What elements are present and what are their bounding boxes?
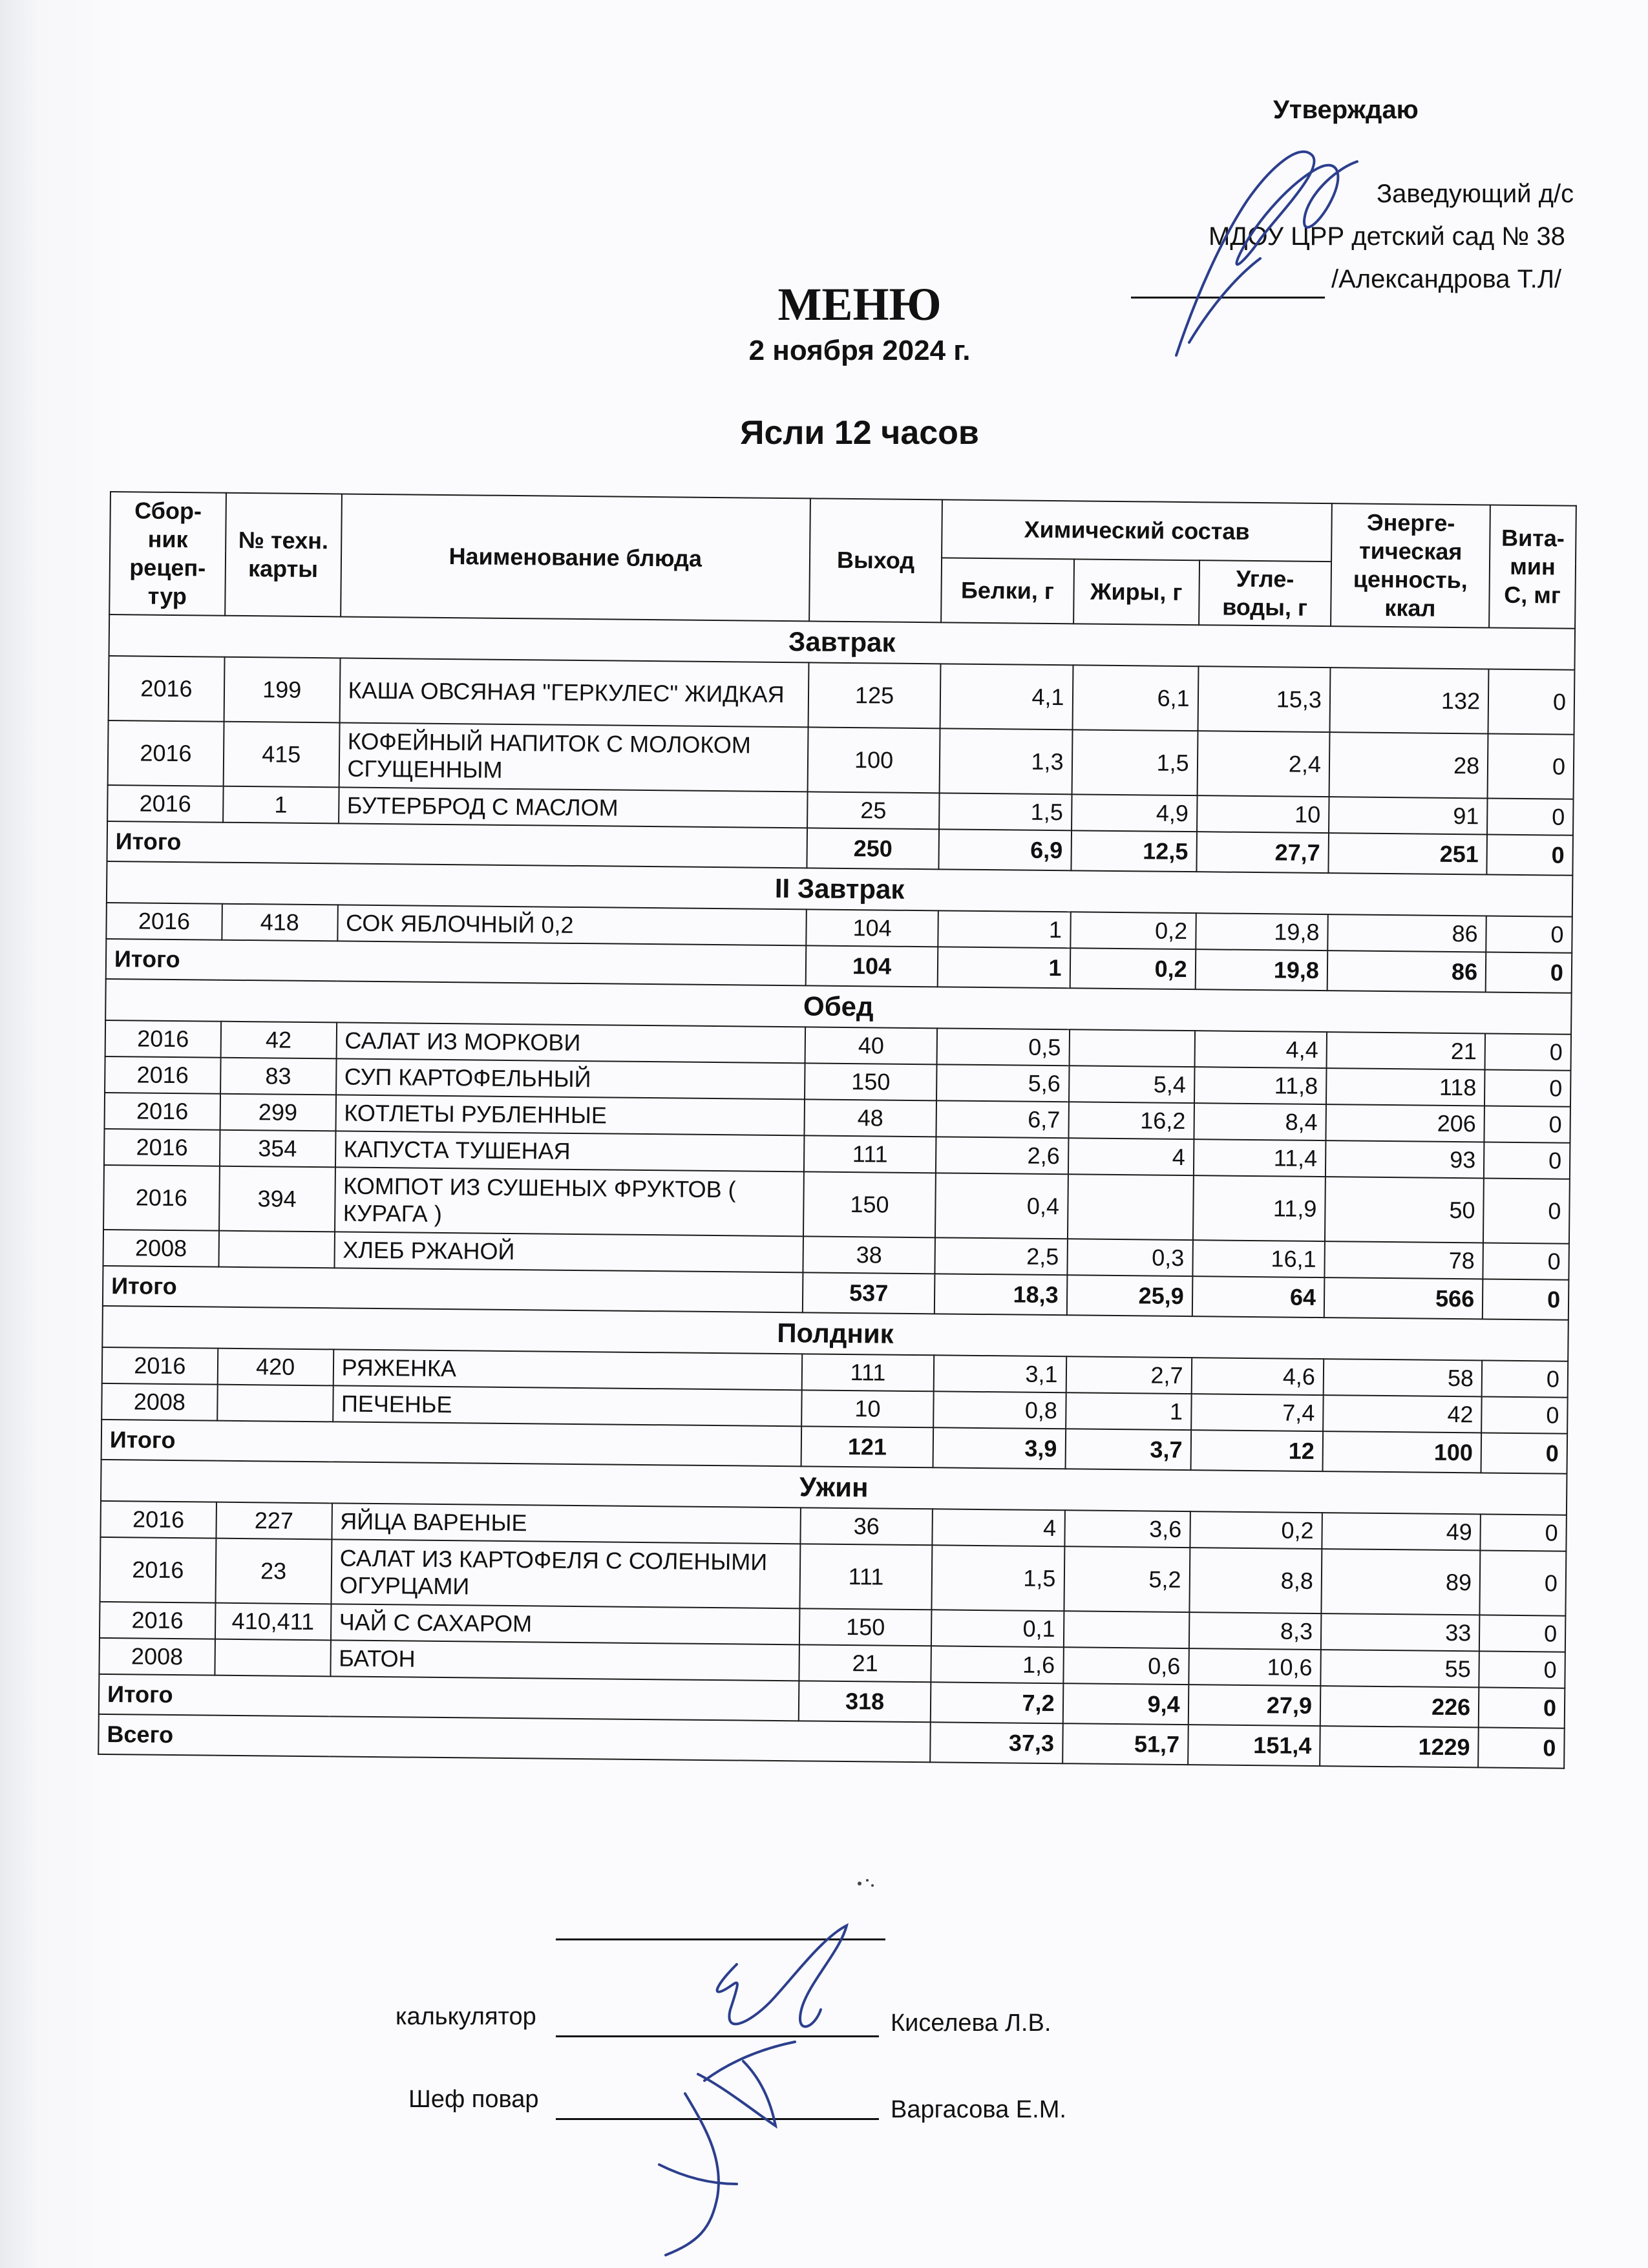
col-dish: Наименование блюда: [341, 494, 810, 621]
menu-date: 2 ноября 2024 г.: [748, 335, 971, 366]
total-carbs: 64: [1192, 1276, 1324, 1318]
scan-speckles: [853, 1874, 892, 1893]
total-fat: 0,2: [1070, 948, 1196, 989]
approval-name: /Александрова Т.Л/: [1331, 265, 1562, 293]
cell-vitamin: 0: [1479, 1651, 1565, 1688]
total-vitamin: 0: [1487, 834, 1573, 875]
section-title: Обед: [105, 979, 1572, 1034]
cell-carbs: 16,1: [1192, 1240, 1325, 1277]
total-yield: 318: [799, 1681, 931, 1722]
cell-yield: 150: [803, 1171, 936, 1237]
cell-yield: 10: [801, 1390, 934, 1427]
cell-collection: 2016: [108, 720, 224, 786]
col-carbs: Угле-воды, г: [1199, 560, 1331, 626]
cell-dish: САЛАТ ИЗ КАРТОФЕЛЯ С СОЛЕНЫМИ ОГУРЦАМИ: [331, 1539, 800, 1608]
cell-carbs: 7,4: [1191, 1394, 1324, 1431]
total-label: Итого: [107, 821, 807, 868]
cell-card: 354: [220, 1130, 335, 1168]
cell-protein: 0,4: [935, 1173, 1068, 1239]
total-carbs: 27,9: [1188, 1685, 1320, 1726]
calc-label: калькулятор: [396, 2003, 536, 2030]
cell-protein: 6,7: [936, 1100, 1069, 1138]
cell-collection: 2016: [100, 1501, 216, 1538]
total-protein: 7,2: [931, 1682, 1063, 1723]
cell-protein: 3,1: [934, 1355, 1066, 1392]
cell-yield: 111: [799, 1544, 932, 1610]
grand-total-label: Всего: [98, 1714, 931, 1762]
cell-vitamin: 0: [1481, 1396, 1567, 1433]
cell-energy: 89: [1321, 1549, 1480, 1615]
cell-card: 418: [222, 904, 337, 941]
cell-collection: 2016: [106, 903, 222, 940]
cell-energy: 58: [1324, 1359, 1483, 1396]
cell-card: 199: [224, 657, 340, 723]
cell-energy: 91: [1329, 797, 1488, 834]
cell-protein: 4: [933, 1509, 1065, 1546]
grand-total-energy: 1229: [1320, 1726, 1479, 1767]
cell-protein: 2,5: [935, 1237, 1068, 1275]
cell-protein: 0,1: [931, 1610, 1064, 1647]
section-title: Завтрак: [109, 614, 1576, 670]
cell-carbs: 10,6: [1188, 1648, 1321, 1686]
cell-dish: ЧАЙ С САХАРОМ: [331, 1604, 800, 1644]
cell-dish: БУТЕРБРОД С МАСЛОМ: [339, 787, 808, 828]
cell-yield: 150: [799, 1608, 932, 1646]
total-yield: 537: [803, 1272, 935, 1314]
cell-collection: 2016: [105, 1056, 220, 1094]
cell-energy: 132: [1329, 667, 1488, 733]
cell-collection: 2016: [103, 1165, 220, 1231]
cell-carbs: 11,4: [1194, 1139, 1326, 1177]
section-title: Полдник: [102, 1306, 1569, 1361]
grand-total-fat: 51,7: [1062, 1723, 1188, 1765]
cell-carbs: 11,8: [1194, 1067, 1327, 1104]
total-carbs: 12: [1190, 1430, 1323, 1471]
cell-fat: 5,2: [1064, 1546, 1190, 1612]
cell-card: 410,411: [215, 1603, 331, 1641]
total-label: Итого: [106, 939, 806, 985]
cell-carbs: 4,4: [1194, 1031, 1327, 1068]
chef-name: Варгасова Е.М.: [891, 2096, 1066, 2123]
cell-carbs: 19,8: [1196, 913, 1328, 950]
cell-card: 1: [223, 786, 339, 824]
cell-collection: 2008: [99, 1638, 215, 1675]
total-label: Итого: [99, 1674, 799, 1721]
cell-energy: 86: [1327, 914, 1486, 952]
cell-carbs: 11,9: [1193, 1175, 1326, 1241]
cell-yield: 38: [803, 1236, 935, 1274]
col-card: № техн. карты: [225, 493, 342, 617]
cell-fat: [1069, 1029, 1195, 1067]
cell-card: [215, 1639, 330, 1677]
cell-fat: 16,2: [1068, 1102, 1194, 1139]
cell-carbs: 15,3: [1198, 666, 1330, 732]
col-collection: Сбор-ник рецеп-тур: [109, 492, 226, 616]
cell-dish: САЛАТ ИЗ МОРКОВИ: [336, 1022, 805, 1063]
cell-protein: 1,5: [939, 793, 1072, 830]
total-carbs: 27,7: [1196, 832, 1329, 873]
cell-yield: 48: [804, 1099, 936, 1137]
cell-dish: КАПУСТА ТУШЕНАЯ: [335, 1131, 805, 1171]
total-yield: 121: [801, 1426, 933, 1467]
cell-yield: 125: [808, 662, 940, 728]
cell-vitamin: 0: [1480, 1514, 1566, 1551]
cell-protein: 1,3: [940, 728, 1072, 794]
total-vitamin: 0: [1483, 1279, 1569, 1319]
cell-protein: 4,1: [940, 664, 1073, 730]
cell-card: 299: [220, 1094, 335, 1131]
cell-vitamin: 0: [1483, 1178, 1570, 1243]
col-fat: Жиры, г: [1073, 559, 1199, 625]
cell-yield: 111: [802, 1354, 935, 1391]
cell-carbs: 10: [1197, 795, 1329, 833]
total-vitamin: 0: [1479, 1687, 1565, 1728]
cell-collection: 2016: [102, 1347, 218, 1385]
section-title: II Завтрак: [107, 861, 1573, 917]
cell-fat: 3,6: [1064, 1510, 1190, 1548]
cell-card: 42: [220, 1022, 336, 1059]
cell-vitamin: 0: [1487, 798, 1573, 835]
cell-card: [218, 1231, 334, 1268]
cell-carbs: 8,8: [1189, 1548, 1322, 1613]
cell-carbs: 2,4: [1197, 731, 1329, 797]
cell-energy: 33: [1321, 1613, 1480, 1651]
total-fat: 25,9: [1066, 1275, 1192, 1316]
cell-collection: 2008: [101, 1383, 217, 1421]
cell-card: 227: [216, 1502, 332, 1540]
cell-yield: 21: [799, 1644, 931, 1682]
cell-vitamin: 0: [1482, 1360, 1568, 1397]
chef-label: Шеф повар: [408, 2086, 539, 2113]
cell-fat: 0,3: [1067, 1239, 1193, 1276]
cell-dish: СУП КАРТОФЕЛЬНЫЙ: [336, 1058, 805, 1099]
cell-fat: 4: [1068, 1138, 1194, 1175]
total-protein: 6,9: [939, 829, 1072, 870]
total-yield: 250: [807, 828, 939, 869]
section-title: Ужин: [101, 1460, 1567, 1515]
total-carbs: 19,8: [1195, 949, 1327, 991]
cell-vitamin: 0: [1488, 669, 1575, 734]
cell-collection: 2016: [100, 1602, 215, 1639]
total-label: Итого: [101, 1420, 801, 1466]
cell-collection: 2016: [105, 1093, 220, 1130]
cell-protein: 0,8: [933, 1391, 1066, 1429]
cell-fat: 1: [1066, 1392, 1192, 1430]
cell-vitamin: 0: [1480, 1550, 1567, 1615]
cell-carbs: 4,6: [1191, 1358, 1324, 1395]
cell-dish: КОФЕЙНЫЙ НАПИТОК С МОЛОКОМ СГУЩЕННЫМ: [339, 722, 808, 792]
total-energy: 100: [1322, 1431, 1481, 1473]
cell-fat: [1063, 1611, 1189, 1648]
approval-title: Утверждаю: [1273, 96, 1419, 124]
cell-dish: ПЕЧЕНЬЕ: [333, 1385, 802, 1426]
total-label: Итого: [103, 1266, 803, 1312]
approval-organization: МДОУ ЦРР детский сад № 38: [1209, 222, 1565, 251]
col-energy: Энерге-тическая ценность, ккал: [1331, 503, 1490, 627]
cell-energy: 93: [1326, 1140, 1484, 1178]
cell-vitamin: 0: [1484, 1069, 1570, 1106]
cell-yield: 100: [807, 727, 940, 793]
col-protein: Белки, г: [941, 558, 1073, 624]
cell-card: [217, 1385, 333, 1422]
cell-yield: 150: [805, 1063, 937, 1100]
cell-collection: 2016: [109, 656, 225, 722]
cell-yield: 36: [800, 1507, 933, 1545]
cell-fat: 6,1: [1072, 665, 1198, 731]
cell-energy: 118: [1326, 1068, 1485, 1106]
cell-dish: ХЛЕБ РЖАНОЙ: [334, 1232, 803, 1272]
cell-collection: 2016: [104, 1129, 220, 1166]
cell-collection: 2016: [105, 1020, 221, 1058]
cell-protein: 1: [938, 910, 1071, 948]
total-fat: 12,5: [1071, 830, 1197, 872]
cell-energy: 78: [1324, 1241, 1483, 1279]
total-energy: 226: [1320, 1686, 1479, 1727]
cell-energy: 50: [1325, 1177, 1484, 1243]
cell-fat: 2,7: [1066, 1356, 1192, 1394]
cell-card: 23: [215, 1538, 332, 1604]
cell-fat: [1067, 1174, 1193, 1240]
cell-protein: 5,6: [936, 1064, 1069, 1102]
calc-name: Киселева Л.В.: [891, 2010, 1051, 2037]
page-title: МЕНЮ: [777, 278, 942, 330]
col-chem: Химический состав: [942, 499, 1332, 562]
cell-card: 415: [223, 722, 339, 788]
total-fat: 9,4: [1062, 1683, 1188, 1725]
cell-dish: КОТЛЕТЫ РУБЛЕННЫЕ: [335, 1095, 805, 1135]
total-vitamin: 0: [1481, 1433, 1567, 1473]
grand-total-protein: 37,3: [930, 1722, 1062, 1763]
group-name: Ясли 12 часов: [740, 414, 979, 452]
cell-carbs: 8,3: [1189, 1612, 1322, 1650]
cell-protein: 2,6: [936, 1137, 1068, 1174]
menu-body: [98, 614, 1575, 1769]
total-energy: 86: [1327, 950, 1486, 992]
cell-vitamin: 0: [1488, 733, 1574, 799]
cell-energy: 21: [1326, 1032, 1485, 1069]
cell-protein: 0,5: [937, 1028, 1070, 1066]
cell-protein: 1,6: [931, 1646, 1064, 1683]
cell-collection: 2016: [107, 785, 223, 823]
cell-yield: 25: [807, 792, 940, 829]
cell-fat: 5,4: [1069, 1066, 1195, 1103]
col-yield: Выход: [809, 498, 942, 622]
total-protein: 1: [938, 947, 1070, 988]
cell-energy: 55: [1320, 1650, 1479, 1687]
cell-carbs: 8,4: [1194, 1103, 1326, 1140]
cell-card: 83: [220, 1058, 336, 1095]
cell-collection: 2008: [103, 1230, 218, 1267]
chef-signature: [646, 2087, 801, 2262]
cell-dish: СОК ЯБЛОЧНЫЙ 0,2: [337, 905, 807, 945]
cell-energy: 28: [1329, 732, 1488, 798]
cell-yield: 111: [804, 1135, 936, 1173]
grand-total-carbs: 151,4: [1188, 1725, 1320, 1766]
cell-yield: 104: [806, 909, 938, 947]
cell-dish: КАША ОВСЯНАЯ "ГЕРКУЛЕС" ЖИДКАЯ: [339, 658, 808, 727]
total-protein: 18,3: [935, 1274, 1067, 1315]
cell-collection: 2016: [100, 1537, 216, 1603]
cell-vitamin: 0: [1484, 1142, 1570, 1179]
cell-yield: 40: [805, 1027, 937, 1064]
total-vitamin: 0: [1486, 952, 1572, 992]
approval-position: Заведующий д/с: [1377, 180, 1574, 208]
cell-energy: 49: [1322, 1513, 1481, 1550]
total-energy: 566: [1324, 1277, 1483, 1319]
cell-card: 394: [219, 1166, 335, 1232]
cell-energy: 206: [1326, 1104, 1484, 1142]
cell-vitamin: 0: [1483, 1243, 1569, 1279]
cell-dish: РЯЖЕНКА: [333, 1349, 802, 1390]
cell-fat: 0,2: [1070, 912, 1196, 949]
cell-dish: ЯЙЦА ВАРЕНЫЕ: [332, 1503, 801, 1544]
cell-protein: 1,5: [932, 1545, 1064, 1611]
cell-fat: 1,5: [1072, 730, 1198, 795]
cell-card: 420: [218, 1349, 333, 1386]
cell-vitamin: 0: [1486, 916, 1572, 952]
grand-total-vitamin: 0: [1478, 1727, 1564, 1768]
cell-dish: БАТОН: [330, 1640, 799, 1681]
cell-dish: КОМПОТ ИЗ СУШЕНЫХ ФРУКТОВ ( КУРАГА ): [335, 1167, 804, 1236]
total-energy: 251: [1328, 833, 1487, 874]
col-vitamin: Вита-мин С, мг: [1489, 505, 1576, 629]
cell-fat: 4,9: [1072, 794, 1198, 832]
total-fat: 3,7: [1065, 1429, 1191, 1470]
cell-fat: 0,6: [1063, 1647, 1189, 1685]
total-protein: 3,9: [933, 1427, 1066, 1469]
cell-vitamin: 0: [1479, 1615, 1565, 1652]
cell-vitamin: 0: [1484, 1106, 1570, 1142]
cell-vitamin: 0: [1485, 1033, 1571, 1070]
cell-carbs: 0,2: [1190, 1511, 1322, 1549]
menu-table: [98, 491, 1577, 1769]
total-yield: 104: [806, 945, 938, 987]
cell-energy: 42: [1323, 1395, 1482, 1433]
